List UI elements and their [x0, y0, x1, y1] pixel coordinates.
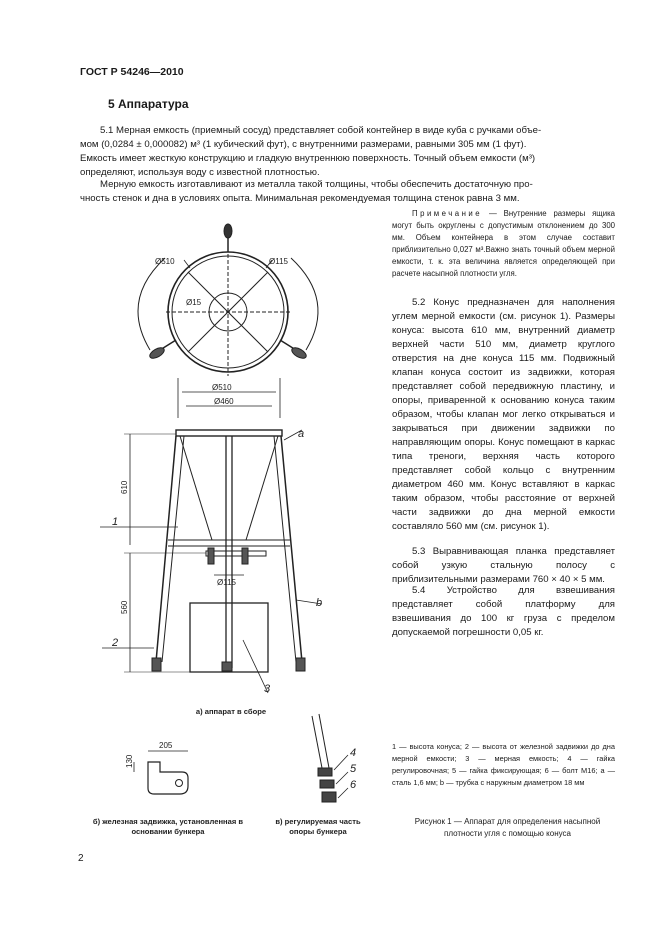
caption-gate: б) железная задвижка, установленная в основании бункера	[92, 817, 244, 836]
document-header: ГОСТ Р 54246—2010	[80, 66, 184, 78]
top-ring	[176, 430, 282, 436]
text-line: чность стенок и дна в условиях опыта. Минимальная рекомендуемая толщина стенок равна 3 мм.	[80, 193, 520, 204]
paragraph-5-2: 5.2 Конус предназначен для наполнения углем мерной емкости (см. рисунок 1). Размеры конуса: высота 610 мм, внутренний диаметр верхней части 510 мм, диаметр круглого отверстия на дне конуса 115 мм. Подвижный клапан конуса состоит из задвижки, которая представляет собой передвижную пластину, и опоры, приваренной к основанию конуса таким образом, чтобы клапан мог легко открываться и закрываться при движении задвижки по направляющим опоры. Конус помещают в каркас типа треноги, верхняя часть которого представляет собой кольцо с внутренним диаметром 460 мм. Конус вставляют в каркас таким образом, чтобы расстояние от верхней части задвижки до дна мерной емкости составляло 560 мм (см. рисунок 1).	[392, 297, 615, 532]
label-4: 4	[350, 747, 357, 759]
label-2: 2	[112, 637, 119, 649]
gate-plate	[148, 762, 188, 794]
paragraph-5-3: 5.3 Выравнивающая планка представляет собой узкую стальную полосу с приблизительными размерами 760 × 40 × 5 мм.	[392, 546, 615, 585]
leader-5	[336, 772, 348, 784]
handle-right-end	[290, 346, 308, 361]
leader-4	[334, 755, 348, 770]
section-title: 5 Аппаратура	[108, 97, 189, 111]
leader-line	[291, 258, 318, 350]
dim-d115-top: Ø115	[269, 257, 288, 266]
dim-d115: Ø115	[217, 578, 236, 587]
text-line: мом (0,0284 ± 0,000082) м³ (1 кубический фут), с внутренними размерами, равными 305 мм (1 фут).	[80, 139, 527, 150]
leg-detail	[312, 714, 348, 802]
cone-side	[246, 436, 278, 540]
sliding-gate	[206, 551, 266, 556]
handle-top	[224, 224, 232, 238]
figure-caption: Рисунок 1 — Аппарат для определения насыпной плотности угля с помощью конуса	[414, 817, 601, 838]
text-line: 5.1 Мерная емкость (приемный сосуд) представляет собой контейнер в виде куба с ручками объе-	[100, 125, 542, 136]
paragraph-5-4: 5.4 Устройство для взвешивания представляет собой платформу для взвешивания до 100 кг груза с пределом допускаемой погрешности 0,05 кг.	[392, 585, 615, 638]
text-line: определяют, используя воду с известной плотностью.	[80, 167, 320, 178]
foot	[222, 662, 232, 671]
text-line: Емкость имеет жесткую конструкцию и гладкую внутреннюю поверхность. Точный объем емкости (м³)	[80, 153, 536, 164]
top-view	[138, 224, 318, 376]
handle-left-end	[148, 346, 166, 361]
note-text: — Внутренние размеры ящика могут быть округлены с допустимым отклонением до 300 мм. Объем контейнера в этом случае составит приблизительно 0,027 м³.Важно знать точный объем мерной емкости, т. к. эта величина является определяющей при расчете насыпной плотности угля.	[392, 209, 615, 278]
bolt-6	[322, 792, 336, 802]
label-3: 3	[264, 683, 271, 695]
foot	[152, 658, 161, 671]
label-a: a	[298, 428, 305, 440]
nut-4	[318, 768, 332, 776]
label-b: b	[316, 597, 323, 609]
dim-610-label: 610	[120, 480, 129, 494]
dim-d15: Ø15	[186, 298, 202, 307]
gate-detail	[134, 751, 188, 794]
text-line: Мерную емкость изготавливают из металла такой толщины, чтобы обеспечить достаточную про-	[100, 179, 533, 190]
dim-d510-top: Ø510	[155, 257, 175, 266]
gate-support	[208, 548, 214, 564]
label-5: 5	[350, 763, 357, 775]
leg	[274, 436, 296, 662]
note-label: Примечание	[412, 209, 483, 218]
label-1: 1	[112, 516, 119, 528]
dim-560-label: 560	[120, 600, 129, 614]
figure-legend: 1 — высота конуса; 2 — высота от железной задвижки до дна мерной емкости; 3 — мерная емкость; 4 — гайка регулировочная; 5 — гайка фиксирующая; 6 — болт М16; a — сталь 1,6 мм; b — трубка с наружным диаметром 18 мм	[392, 742, 615, 787]
leg	[281, 436, 302, 662]
dim-d510: Ø510	[212, 383, 232, 392]
caption-leg: в) регулируемая часть опоры бункера	[275, 817, 361, 836]
nut-5	[320, 780, 334, 788]
leader-line	[138, 258, 165, 350]
dim-205: 205	[159, 741, 173, 750]
dim-130: 130	[125, 754, 134, 768]
foot	[296, 658, 305, 671]
page-number: 2	[78, 853, 84, 864]
leader-6	[338, 788, 348, 798]
front-view	[100, 378, 322, 693]
dim-d460: Ø460	[214, 397, 234, 406]
label-6: 6	[350, 779, 357, 791]
gate-support	[242, 548, 248, 564]
leader-line	[184, 260, 190, 268]
caption-assembly: а) аппарат в сборе	[195, 707, 267, 716]
gate-hole	[176, 780, 183, 787]
cone-side	[180, 436, 212, 540]
